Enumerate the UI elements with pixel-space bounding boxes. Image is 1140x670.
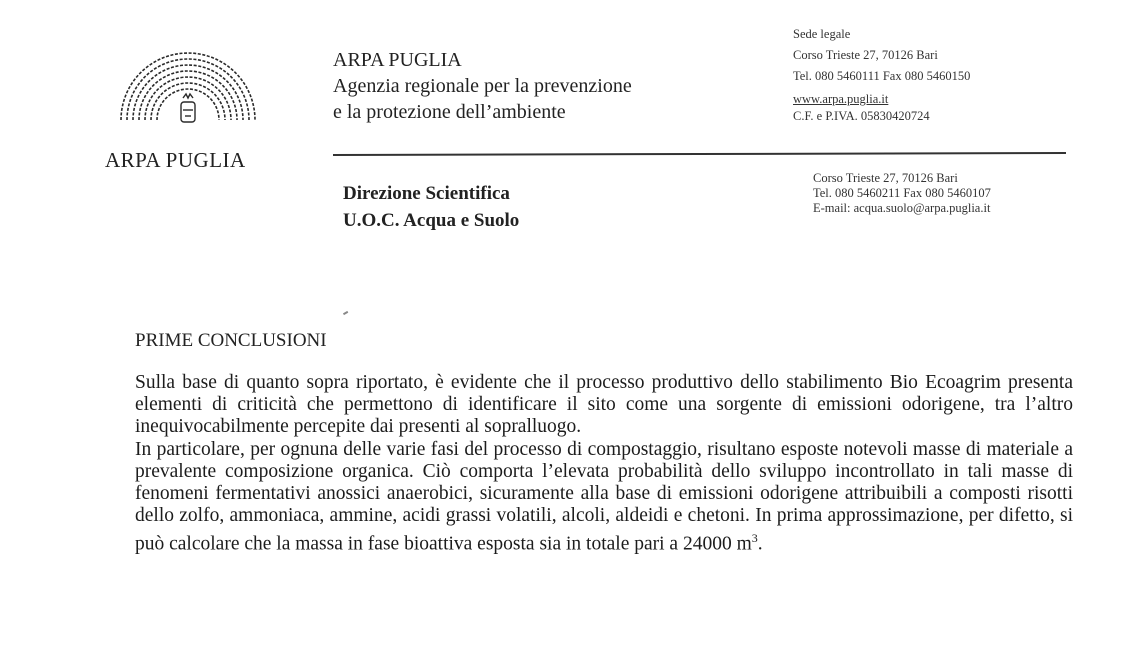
logo-wordmark: ARPA PUGLIA (105, 148, 246, 172)
department-phone-fax: Tel. 080 5460211 Fax 080 5460107 (813, 186, 991, 200)
organization-subtitle-line2: e la protezione dell’ambiente (333, 101, 566, 123)
legal-contact-block (793, 24, 970, 124)
vat-number: C.F. e P.IVA. 05830420724 (793, 109, 930, 123)
website-link[interactable]: www.arpa.puglia.it (793, 92, 889, 106)
paragraph-2-text: In particolare, per ognuna delle varie fasi del processo di compostaggio, risultano esposte notevoli masse di materiale a prevalente composizione organica. Ciò comporta l’elevata probabilità dello sviluppo incontrollato in tali masse di fenomeni fermentativi anossici anaerobici, sicuramente alla base di emissioni odorigene attribuibili a composti risotti dello zolfo, ammoniaca, ammine, acidi grassi volatili, alcoli, aldeidi e chetoni. In prima approssimazione, per difetto, si può calcolare che la massa in fase bioattiva esposta sia in totale pari a 24000 m (135, 438, 1073, 555)
organization-subtitle-line1: Agenzia regionale per la prevenzione (333, 75, 632, 97)
volume-exponent: 3 (751, 531, 758, 546)
conclusions-body (135, 372, 1073, 556)
arpa-logo (105, 38, 275, 172)
department-address: Corso Trieste 27, 70126 Bari (813, 171, 958, 185)
rainbow-crest-icon (113, 38, 263, 138)
legal-address: Corso Trieste 27, 70126 Bari (793, 48, 938, 62)
department-contact-block (813, 171, 991, 216)
department-name: Direzione Scientifica (343, 183, 510, 204)
organization-title: ARPA PUGLIA (333, 49, 462, 71)
legal-office-label: Sede legale (793, 27, 851, 41)
scan-speck (343, 311, 348, 315)
section-heading: PRIME CONCLUSIONI (135, 330, 327, 351)
organization-header (333, 47, 632, 125)
header-divider (333, 152, 1066, 155)
department-block (343, 180, 519, 234)
paragraph-1: Sulla base di quanto sopra riportato, è evidente che il processo produttivo dello stabilimento Bio Ecoagrim presenta elementi di criticità che permettono di identificare il sito come una sorgente di emissioni odorigene, tra l’altro inequivocabilmente percepite dai presenti al sopralluogo. (135, 372, 1073, 438)
paragraph-2-end: . (757, 533, 763, 555)
legal-phone-fax: Tel. 080 5460111 Fax 080 5460150 (793, 69, 971, 83)
department-unit: U.O.C. Acqua e Suolo (343, 210, 520, 231)
paragraph-2 (135, 439, 1073, 557)
department-email[interactable]: E-mail: acqua.suolo@arpa.puglia.it (813, 201, 991, 215)
